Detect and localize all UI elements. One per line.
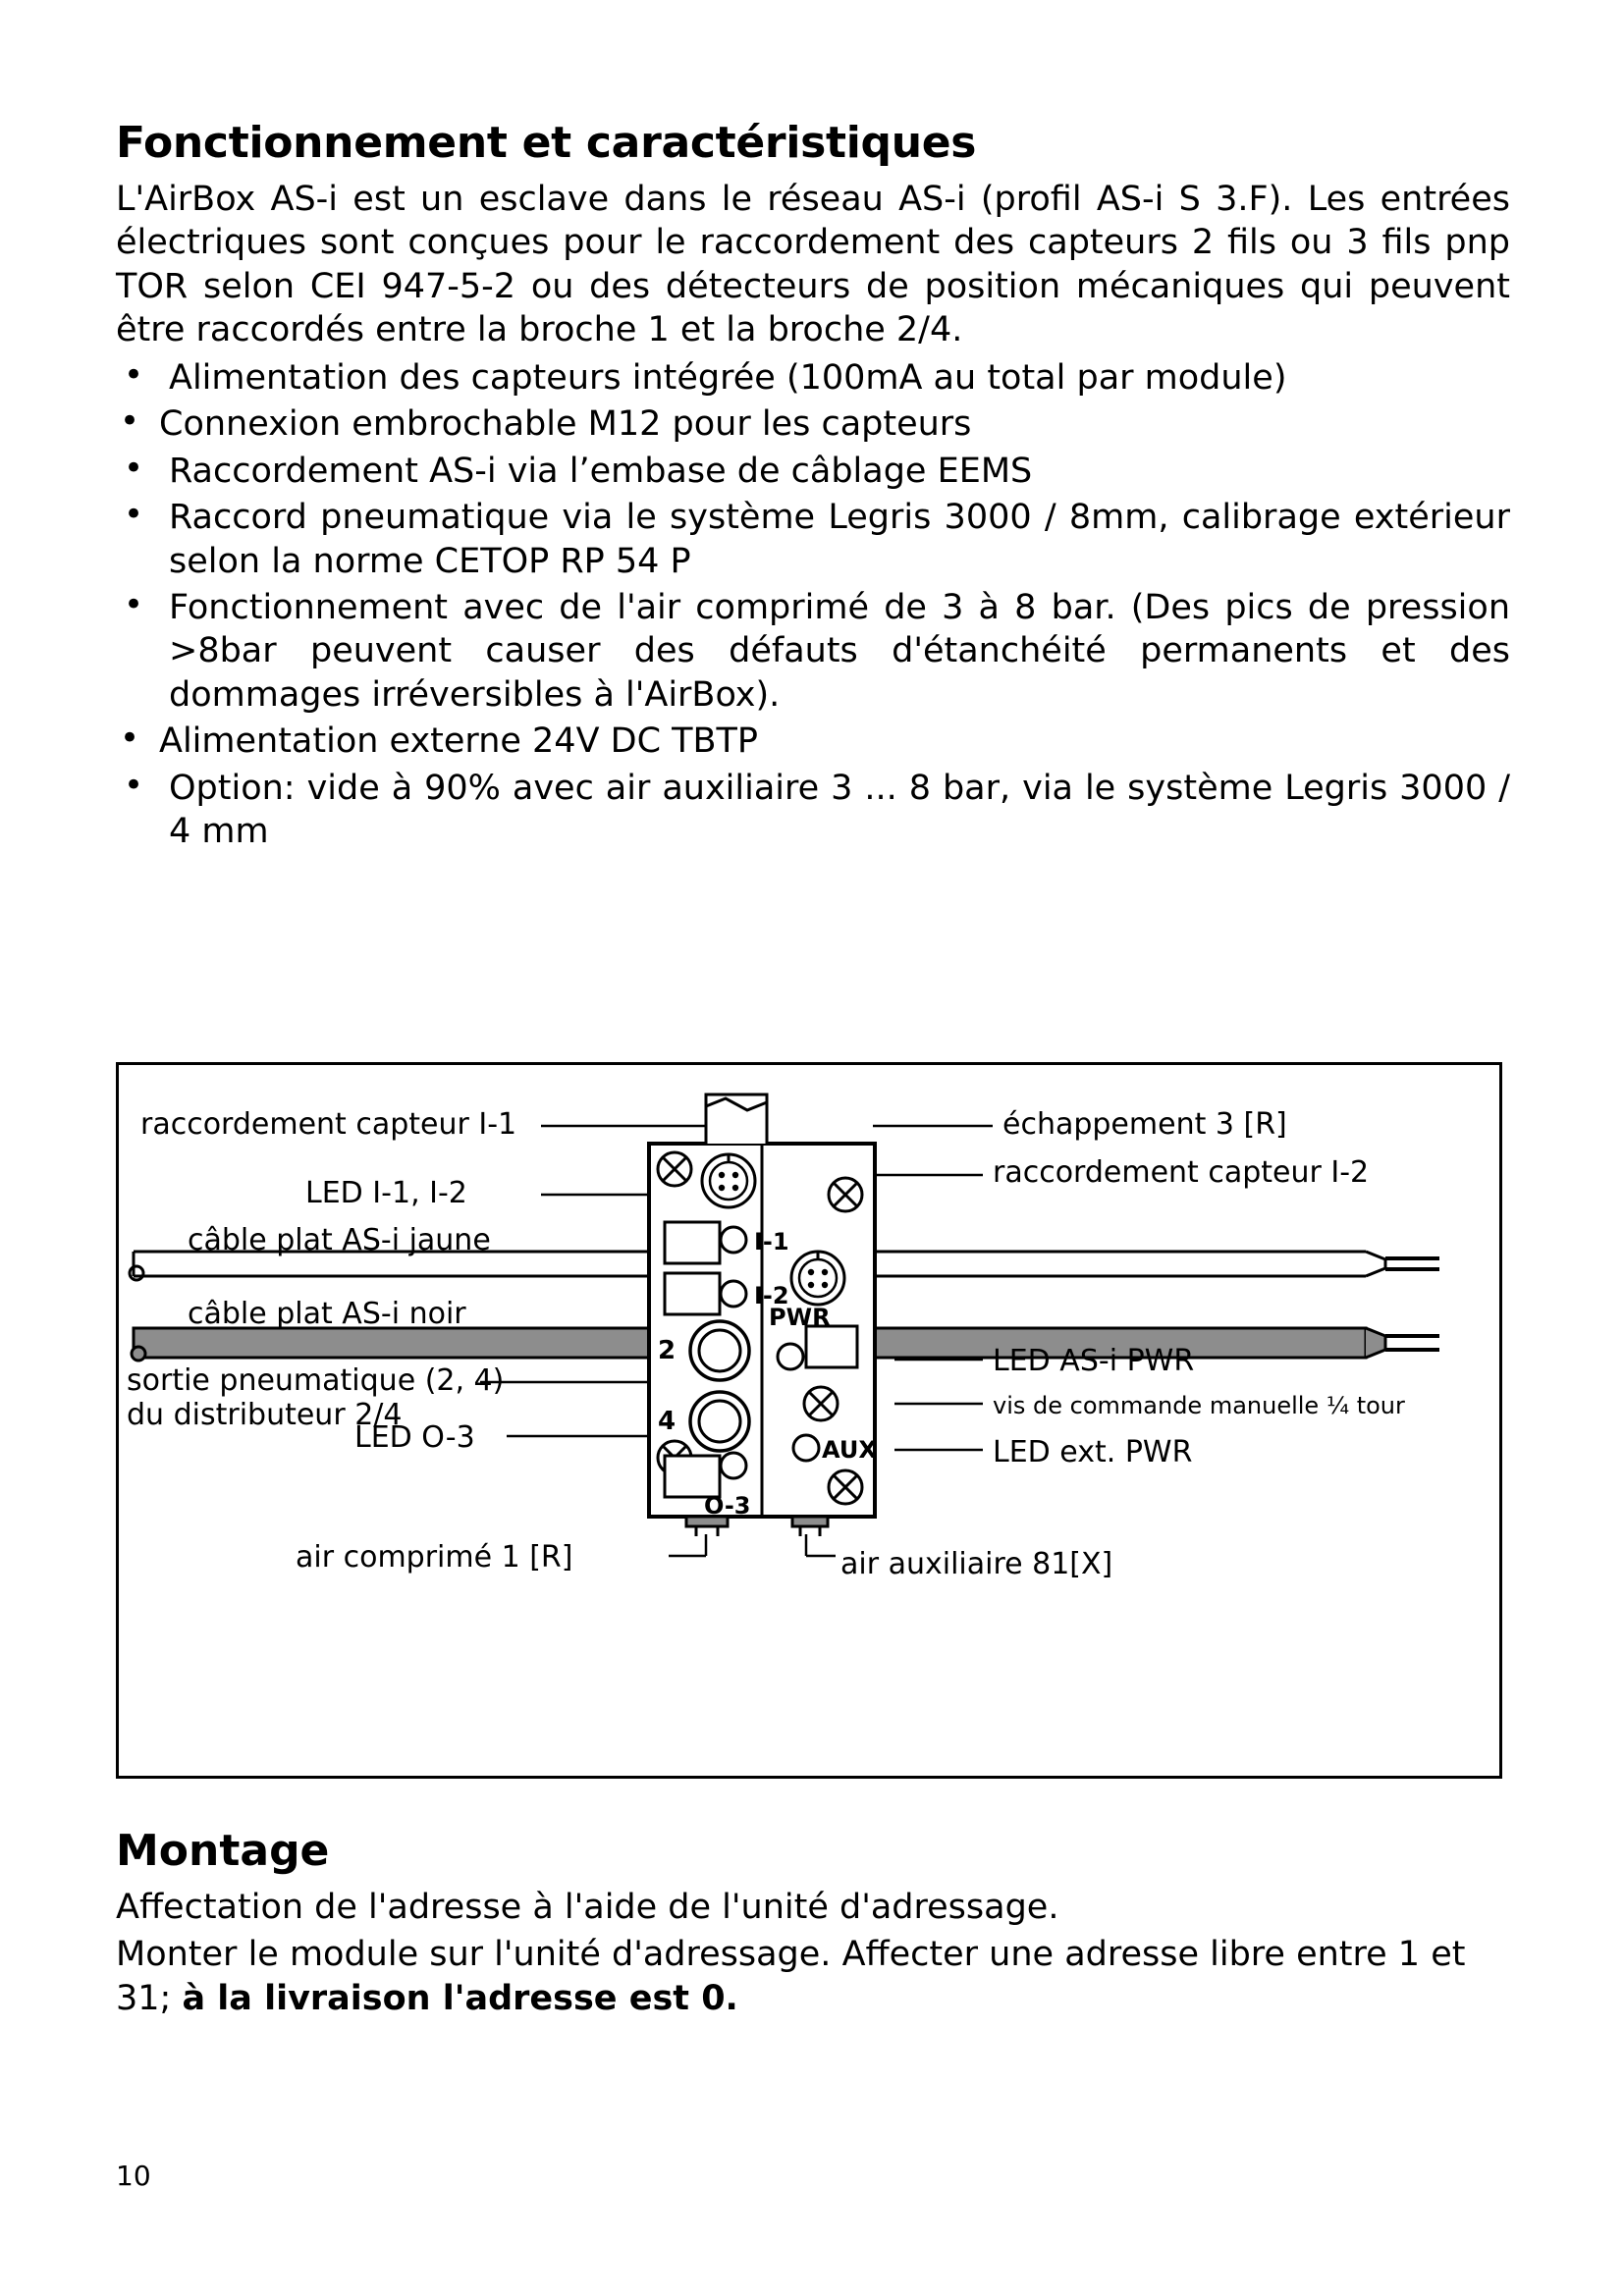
list-item bbox=[116, 767, 1510, 854]
marker-i2: I-2 bbox=[754, 1282, 789, 1309]
label-led-asi-pwr: LED AS-i PWR bbox=[993, 1344, 1195, 1378]
label-manual-screw: vis de commande manuelle ¼ tour bbox=[993, 1392, 1405, 1419]
label-sensor-i2: raccordement capteur I-2 bbox=[993, 1155, 1370, 1190]
terminal-block bbox=[665, 1222, 720, 1263]
list-item bbox=[116, 402, 1510, 446]
marker-aux: AUX bbox=[822, 1436, 877, 1464]
list-item-label: Alimentation externe 24V DC TBTP bbox=[159, 721, 759, 762]
label-sensor-i1: raccordement capteur I-1 bbox=[140, 1107, 517, 1142]
features-list bbox=[116, 356, 1510, 854]
list-item bbox=[116, 496, 1510, 583]
bullet-icon: • bbox=[120, 401, 140, 442]
marker-i1: I-1 bbox=[754, 1228, 789, 1255]
list-item-label: Alimentation des capteurs intégrée (100mA au total par module) bbox=[169, 357, 1287, 398]
label-led-ext-pwr: LED ext. PWR bbox=[993, 1435, 1193, 1469]
led-o3 bbox=[721, 1453, 746, 1478]
section-functioning bbox=[116, 118, 1510, 857]
m12-connector-i2 bbox=[791, 1252, 844, 1305]
m12-connector-i1 bbox=[702, 1154, 755, 1207]
label-auxiliary-air: air auxiliaire 81[X] bbox=[840, 1547, 1113, 1581]
montage-line-1: Affectation de l'adresse à l'aide de l'unité d'adressage. bbox=[116, 1888, 1059, 1927]
bullet-icon: • bbox=[124, 584, 144, 624]
list-item-label: Option: vide à 90% avec air auxiliaire 3 ... 8 bar, via le système Legris 3000 / 4 mm bbox=[169, 768, 1510, 852]
list-item bbox=[116, 356, 1510, 400]
label-led-i1-i2: LED I-1, I-2 bbox=[305, 1176, 467, 1210]
bullet-icon: • bbox=[124, 354, 144, 395]
marker-2: 2 bbox=[658, 1336, 677, 1365]
terminal-block bbox=[665, 1273, 720, 1314]
label-yellow-cable: câble plat AS-i jaune bbox=[188, 1223, 491, 1257]
label-exhaust: échappement 3 [R] bbox=[1002, 1107, 1287, 1142]
cable-terminal bbox=[132, 1347, 145, 1361]
list-item-label: Fonctionnement avec de l'air comprimé de 3 à 8 bar. (Des pics de pression >8bar peuvent causer des défauts d'étanchéité permanents et des dommages irréversibles à l'AirBox). bbox=[169, 587, 1510, 715]
list-item-label: Raccord pneumatique via le système Legris 3000 / 8mm, calibrage extérieur selon la norme CETOP RP 54 P bbox=[169, 498, 1510, 581]
montage-line-2 bbox=[116, 1933, 1510, 2022]
terminal-block bbox=[665, 1456, 720, 1497]
led-i2 bbox=[721, 1281, 746, 1307]
section-montage bbox=[116, 1826, 1510, 2024]
label-black-cable: câble plat AS-i noir bbox=[188, 1297, 466, 1331]
list-item bbox=[116, 720, 1510, 763]
terminal-block bbox=[806, 1326, 857, 1367]
black-cable-left bbox=[134, 1328, 649, 1358]
cable-tip bbox=[1366, 1328, 1385, 1358]
label-led-o3: LED O-3 bbox=[354, 1420, 475, 1455]
led-ext-pwr bbox=[793, 1435, 819, 1461]
device-diagram bbox=[116, 1062, 1502, 1779]
label-compressed-air: air comprimé 1 [R] bbox=[296, 1540, 573, 1575]
list-item bbox=[116, 450, 1510, 493]
montage-line-2-bold: à la livraison l'adresse est 0. bbox=[182, 1979, 738, 2018]
bullet-icon: • bbox=[124, 495, 144, 535]
intro-paragraph: L'AirBox AS-i est un esclave dans le réseau AS-i (profil AS-i S 3.F). Les entrées électriques sont conçues pour le raccordement des capteurs 2 fils ou 3 fils pnp TOR selon CEI 947-5-2 ou des détecteurs de position mécaniques qui peuvent être raccordés entre la broche 1 et la broche 2/4. bbox=[116, 180, 1510, 350]
bullet-icon: • bbox=[124, 765, 144, 805]
marker-pwr: PWR bbox=[769, 1304, 831, 1331]
montage-title: Montage bbox=[116, 1826, 330, 1876]
label-pneumatic-output-2: du distributeur 2/4 bbox=[127, 1398, 403, 1432]
led-i1 bbox=[721, 1227, 746, 1253]
list-item-label: Raccordement AS-i via l’embase de câblage EEMS bbox=[169, 451, 1033, 491]
air-fitting-81 bbox=[792, 1517, 828, 1526]
list-item-label: Connexion embrochable M12 pour les capteurs bbox=[159, 404, 972, 445]
bullet-icon: • bbox=[124, 448, 144, 488]
marker-o3: O-3 bbox=[704, 1492, 751, 1520]
label-pneumatic-output-1: sortie pneumatique (2, 4) bbox=[127, 1363, 505, 1398]
led-asi-pwr bbox=[778, 1344, 803, 1369]
cable-terminal bbox=[130, 1266, 143, 1280]
marker-4: 4 bbox=[658, 1407, 677, 1436]
montage-line-2-text: Monter le module sur l'unité d'adressage. Affecter une adresse libre entre 1 et 31; bbox=[116, 1934, 1466, 2018]
page-title: Fonctionnement et caractéristiques bbox=[116, 118, 977, 168]
cable-tip bbox=[1366, 1252, 1385, 1276]
list-item bbox=[116, 586, 1510, 717]
page-number: 10 bbox=[116, 2160, 151, 2192]
bullet-icon: • bbox=[120, 719, 140, 759]
